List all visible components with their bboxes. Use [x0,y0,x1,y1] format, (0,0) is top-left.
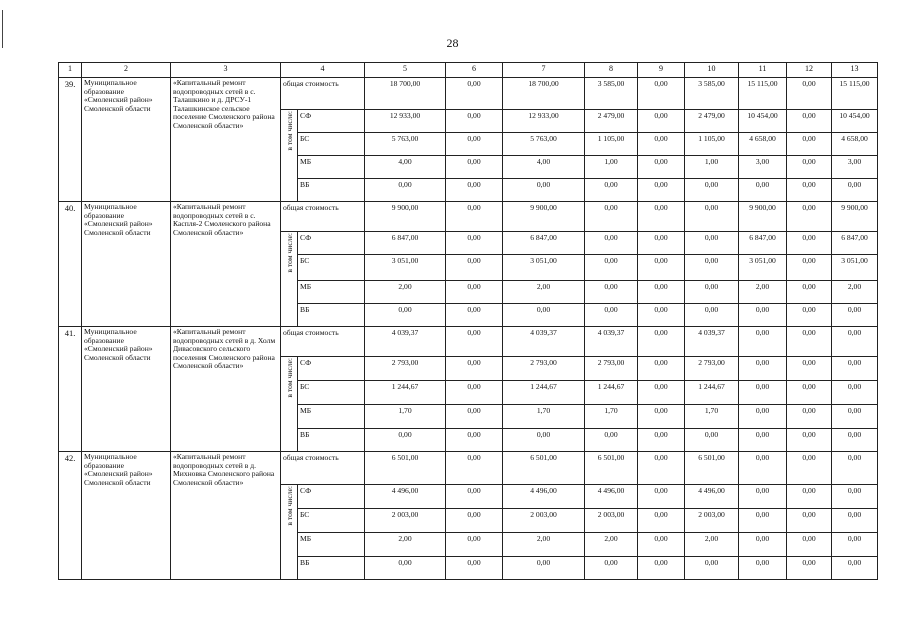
funding-value: 0,00 [365,429,446,452]
funding-value: 0,00 [446,557,503,580]
total-cost-label: общая стоимость [281,327,365,357]
funding-value: 2 003,00 [685,509,739,533]
funding-value: 0,00 [832,533,878,557]
funding-value: 0,00 [739,557,787,580]
funding-value: 0,00 [638,232,685,255]
funding-value: 2,00 [365,281,446,304]
funding-value: 0,00 [832,381,878,405]
funding-value: 1 105,00 [685,133,739,156]
funding-value: 10 454,00 [832,110,878,133]
funding-value: 0,00 [638,557,685,580]
funding-value: 2 793,00 [365,357,446,381]
funding-value: 0,00 [585,232,638,255]
funding-value: 0,00 [739,485,787,509]
funding-value: 0,00 [832,179,878,202]
funding-source-label: БС [298,509,365,533]
funding-value: 0,00 [787,179,832,202]
total-value: 4 039,37 [585,327,638,357]
funding-value: 2 793,00 [585,357,638,381]
funding-value: 1 105,00 [585,133,638,156]
funding-value: 0,00 [446,381,503,405]
total-value: 3 585,00 [585,78,638,110]
column-number: 1 [59,63,82,78]
funding-source-label: БС [298,381,365,405]
column-number: 2 [82,63,171,78]
funding-value: 0,00 [446,179,503,202]
funding-value: 0,00 [638,179,685,202]
funding-value: 0,00 [832,429,878,452]
municipality-cell: Муниципальное образование «Смоленский район» Смоленской области [82,202,171,327]
funding-value: 0,00 [503,557,585,580]
column-number: 8 [585,63,638,78]
funding-source-label: ВБ [298,557,365,580]
total-cost-label: общая стоимость [281,202,365,232]
funding-value: 12 933,00 [365,110,446,133]
funding-value: 0,00 [787,405,832,429]
including-label: в том числе: [284,233,294,273]
total-value: 0,00 [638,327,685,357]
object-cell: «Капитальный ремонт водопроводных сетей в с. Талашкино и д. ДРСУ-1 Талашкинское сельское поселение Смоленского района Смоленской области» [171,78,281,202]
funding-value: 0,00 [832,557,878,580]
funding-value: 0,00 [585,255,638,281]
total-value: 0,00 [787,452,832,485]
funding-value: 4 496,00 [503,485,585,509]
funding-value: 1 244,67 [365,381,446,405]
total-value: 18 700,00 [365,78,446,110]
funding-value: 0,00 [739,405,787,429]
funding-value: 5 763,00 [365,133,446,156]
funding-value: 0,00 [638,281,685,304]
funding-value: 0,00 [739,429,787,452]
total-value: 0,00 [446,452,503,485]
total-value: 0,00 [739,327,787,357]
funding-value: 2,00 [503,533,585,557]
funding-value: 0,00 [365,557,446,580]
funding-value: 0,00 [787,557,832,580]
total-cost-label: общая стоимость [281,78,365,110]
funding-value: 0,00 [685,557,739,580]
funding-value: 0,00 [787,485,832,509]
funding-value: 0,00 [585,429,638,452]
funding-value: 3,00 [832,156,878,179]
funding-value: 2,00 [585,533,638,557]
entry-total-row [59,78,878,110]
funding-value: 3 051,00 [503,255,585,281]
funding-source-label: СФ [298,485,365,509]
funding-value: 5 763,00 [503,133,585,156]
funding-value: 4 658,00 [832,133,878,156]
municipality-cell: Муниципальное образование «Смоленский район» Смоленской области [82,452,171,580]
funding-value: 0,00 [446,509,503,533]
object-cell: «Капитальный ремонт водопроводных сетей в д. Михновка Смоленского района Смоленской области» [171,452,281,580]
funding-value: 0,00 [739,304,787,327]
funding-value: 2 479,00 [585,110,638,133]
column-number-row [59,63,878,78]
funding-value: 1 244,67 [503,381,585,405]
funding-value: 0,00 [787,281,832,304]
total-value: 0,00 [446,327,503,357]
funding-value: 0,00 [787,110,832,133]
total-value: 0,00 [446,78,503,110]
column-number: 13 [832,63,878,78]
including-label: в том числе: [284,358,294,398]
total-value: 3 585,00 [685,78,739,110]
funding-source-label: МБ [298,156,365,179]
entry-total-row [59,452,878,485]
funding-value: 4,00 [503,156,585,179]
funding-source-label: МБ [298,405,365,429]
funding-value: 0,00 [685,304,739,327]
funding-value: 0,00 [638,485,685,509]
funding-value: 0,00 [446,405,503,429]
funding-value: 1,70 [685,405,739,429]
funding-value: 2 793,00 [685,357,739,381]
column-number: 5 [365,63,446,78]
funding-value: 0,00 [832,405,878,429]
including-label-cell [281,110,298,202]
funding-source-label: СФ [298,357,365,381]
funding-value: 0,00 [585,557,638,580]
column-number: 7 [503,63,585,78]
funding-value: 12 933,00 [503,110,585,133]
funding-value: 2,00 [685,533,739,557]
funding-value: 1,70 [585,405,638,429]
including-label-cell [281,232,298,327]
funding-value: 0,00 [638,255,685,281]
column-number: 10 [685,63,739,78]
funding-value: 10 454,00 [739,110,787,133]
funding-value: 0,00 [685,281,739,304]
total-value: 0,00 [739,452,787,485]
total-value: 0,00 [787,327,832,357]
funding-value: 0,00 [787,509,832,533]
funding-value: 0,00 [503,304,585,327]
municipality-cell: Муниципальное образование «Смоленский район» Смоленской области [82,327,171,452]
funding-value: 0,00 [446,485,503,509]
funding-value: 4 496,00 [685,485,739,509]
total-value: 0,00 [832,452,878,485]
funding-value: 3,00 [739,156,787,179]
funding-value: 0,00 [685,429,739,452]
funding-value: 0,00 [685,179,739,202]
funding-value: 0,00 [585,304,638,327]
including-label: в том числе: [284,486,294,526]
funding-value: 2,00 [503,281,585,304]
funding-value: 6 847,00 [832,232,878,255]
funding-value: 6 847,00 [365,232,446,255]
total-value: 9 900,00 [503,202,585,232]
funding-value: 0,00 [638,156,685,179]
funding-value: 0,00 [446,429,503,452]
funding-value: 2,00 [365,533,446,557]
funding-value: 0,00 [446,304,503,327]
funding-value: 0,00 [787,381,832,405]
entry-total-row [59,327,878,357]
total-value: 9 900,00 [832,202,878,232]
funding-value: 1,00 [585,156,638,179]
funding-value: 2 003,00 [585,509,638,533]
funding-value: 0,00 [787,357,832,381]
total-value: 6 501,00 [685,452,739,485]
total-cost-label: общая стоимость [281,452,365,485]
funding-source-label: БС [298,133,365,156]
funding-value: 0,00 [787,156,832,179]
funding-value: 1,70 [365,405,446,429]
funding-value: 0,00 [832,485,878,509]
column-number: 3 [171,63,281,78]
funding-value: 2,00 [832,281,878,304]
funding-source-label: ВБ [298,429,365,452]
funding-source-label: МБ [298,533,365,557]
funding-value: 0,00 [739,533,787,557]
object-cell: «Капитальный ремонт водопроводных сетей в с. Каспля-2 Смоленского района Смоленской области» [171,202,281,327]
funding-source-label: СФ [298,110,365,133]
funding-value: 0,00 [787,232,832,255]
funding-value: 0,00 [739,509,787,533]
total-value: 6 501,00 [503,452,585,485]
total-value: 6 501,00 [585,452,638,485]
including-label-cell [281,485,298,580]
funding-value: 0,00 [739,381,787,405]
funding-value: 4 496,00 [585,485,638,509]
funding-source-label: ВБ [298,179,365,202]
funding-value: 3 051,00 [365,255,446,281]
total-value: 15 115,00 [739,78,787,110]
column-number: 4 [281,63,365,78]
funding-value: 0,00 [685,255,739,281]
total-value: 9 900,00 [739,202,787,232]
funding-value: 0,00 [638,429,685,452]
funding-value: 6 847,00 [739,232,787,255]
funding-value: 0,00 [832,304,878,327]
total-value: 6 501,00 [365,452,446,485]
total-value: 0,00 [638,78,685,110]
total-value: 4 039,37 [685,327,739,357]
funding-value: 4 496,00 [365,485,446,509]
entry-number: 41. [59,327,82,452]
funding-value: 1,00 [685,156,739,179]
total-value: 0,00 [787,78,832,110]
funding-value: 2 003,00 [365,509,446,533]
funding-value: 0,00 [638,533,685,557]
column-number: 6 [446,63,503,78]
funding-table [58,62,878,580]
total-value: 0,00 [685,202,739,232]
funding-value: 4,00 [365,156,446,179]
entry-number: 42. [59,452,82,580]
funding-value: 3 051,00 [739,255,787,281]
funding-value: 1 244,67 [685,381,739,405]
funding-value: 2,00 [739,281,787,304]
total-value: 0,00 [832,327,878,357]
funding-value: 0,00 [446,156,503,179]
funding-value: 0,00 [638,357,685,381]
total-value: 0,00 [446,202,503,232]
funding-value: 0,00 [446,232,503,255]
total-value: 15 115,00 [832,78,878,110]
funding-value: 0,00 [503,179,585,202]
funding-value: 0,00 [446,110,503,133]
funding-value: 1,70 [503,405,585,429]
funding-value: 0,00 [446,133,503,156]
funding-value: 0,00 [638,133,685,156]
funding-source-label: БС [298,255,365,281]
funding-value: 0,00 [787,255,832,281]
funding-value: 0,00 [446,357,503,381]
entry-number: 39. [59,78,82,202]
funding-value: 0,00 [787,304,832,327]
funding-value: 0,00 [446,255,503,281]
funding-value: 0,00 [585,179,638,202]
funding-value: 3 051,00 [832,255,878,281]
funding-value: 0,00 [685,232,739,255]
funding-value: 0,00 [787,133,832,156]
including-label: в том числе: [284,111,294,151]
funding-value: 0,00 [739,179,787,202]
including-label-cell [281,357,298,452]
funding-value: 0,00 [832,357,878,381]
page-number: 28 [446,36,459,50]
funding-value: 0,00 [638,304,685,327]
funding-value: 6 847,00 [503,232,585,255]
funding-value: 2 003,00 [503,509,585,533]
column-number: 12 [787,63,832,78]
column-number: 11 [739,63,787,78]
funding-value: 0,00 [638,405,685,429]
municipality-cell: Муниципальное образование «Смоленский район» Смоленской области [82,78,171,202]
total-value: 18 700,00 [503,78,585,110]
funding-source-label: ВБ [298,304,365,327]
object-cell: «Капитальный ремонт водопроводных сетей в д. Холм Дивасовского сельского поселения Смоленского района Смоленской области» [171,327,281,452]
total-value: 0,00 [787,202,832,232]
funding-value: 0,00 [638,110,685,133]
funding-value: 0,00 [739,357,787,381]
funding-value: 0,00 [365,304,446,327]
funding-value: 2 479,00 [685,110,739,133]
total-value: 4 039,37 [365,327,446,357]
funding-value: 0,00 [446,281,503,304]
entry-number: 40. [59,202,82,327]
funding-value: 0,00 [638,509,685,533]
funding-value: 0,00 [787,429,832,452]
total-value: 0,00 [638,202,685,232]
funding-value: 0,00 [365,179,446,202]
funding-value: 2 793,00 [503,357,585,381]
funding-value: 1 244,67 [585,381,638,405]
funding-value: 0,00 [787,533,832,557]
total-value: 9 900,00 [365,202,446,232]
funding-source-label: МБ [298,281,365,304]
column-number: 9 [638,63,685,78]
total-value: 0,00 [638,452,685,485]
funding-value: 4 658,00 [739,133,787,156]
funding-value: 0,00 [832,509,878,533]
total-value: 4 039,37 [503,327,585,357]
total-value: 0,00 [585,202,638,232]
entry-total-row [59,202,878,232]
funding-source-label: СФ [298,232,365,255]
funding-value: 0,00 [585,281,638,304]
funding-value: 0,00 [503,429,585,452]
funding-value: 0,00 [638,381,685,405]
funding-value: 0,00 [446,533,503,557]
